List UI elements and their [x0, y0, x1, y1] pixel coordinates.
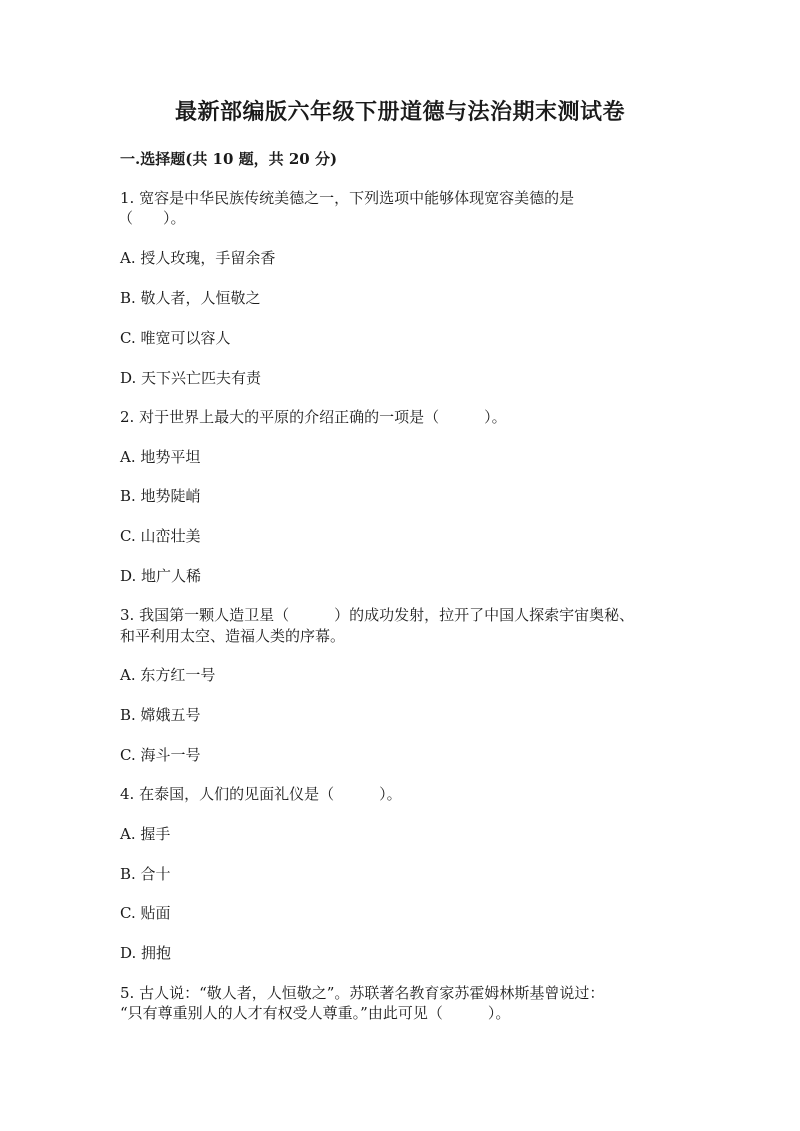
section-heading: 一.选择题(共 10 题，共 20 分)	[120, 150, 338, 168]
question-1-option-c: C. 唯宽可以容人	[120, 329, 231, 347]
question-1-option-b: B. 敬人者，人恒敬之	[120, 289, 261, 307]
question-4-stem: 4. 在泰国，人们的见面礼仪是（ ）。	[120, 785, 402, 803]
question-3-option-c: C. 海斗一号	[120, 746, 201, 764]
question-3-option-a: A. 东方红一号	[120, 666, 216, 684]
question-1-stem: 1. 宽容是中华民族传统美德之一，下列选项中能够体现宽容美德的是	[120, 189, 575, 207]
question-1-option-d: D. 天下兴亡匹夫有责	[120, 369, 262, 387]
question-2-option-c: C. 山峦壮美	[120, 527, 201, 545]
question-3-stem-cont: 和平利用太空、造福人类的序幕。	[120, 627, 346, 645]
question-2-stem: 2. 对于世界上最大的平原的介绍正确的一项是（ ）。	[120, 408, 507, 426]
question-4-option-d: D. 拥抱	[120, 944, 172, 962]
question-3-option-b: B. 嫦娥五号	[120, 706, 201, 724]
question-3-stem: 3. 我国第一颗人造卫星（ ）的成功发射，拉开了中国人探索宇宙奥秘、	[120, 606, 635, 624]
question-1-option-a: A. 授人玫瑰，手留余香	[120, 249, 276, 267]
question-4-option-a: A. 握手	[120, 825, 171, 843]
question-4-option-c: C. 贴面	[120, 904, 171, 922]
question-5-stem: 5. 古人说：“敬人者，人恒敬之”。苏联著名教育家苏霍姆林斯基曾说过：	[120, 984, 605, 1002]
question-2-option-a: A. 地势平坦	[120, 448, 201, 466]
question-5-stem-cont: “只有尊重别人的人才有权受人尊重。”由此可见（ ）。	[120, 1004, 511, 1022]
question-4-option-b: B. 合十	[120, 865, 171, 883]
question-1-stem-cont: （ ）。	[118, 209, 186, 227]
page-title: 最新部编版六年级下册道德与法治期末测试卷	[174, 99, 625, 125]
question-2-option-b: B. 地势陡峭	[120, 487, 201, 505]
question-2-option-d: D. 地广人稀	[120, 567, 202, 585]
